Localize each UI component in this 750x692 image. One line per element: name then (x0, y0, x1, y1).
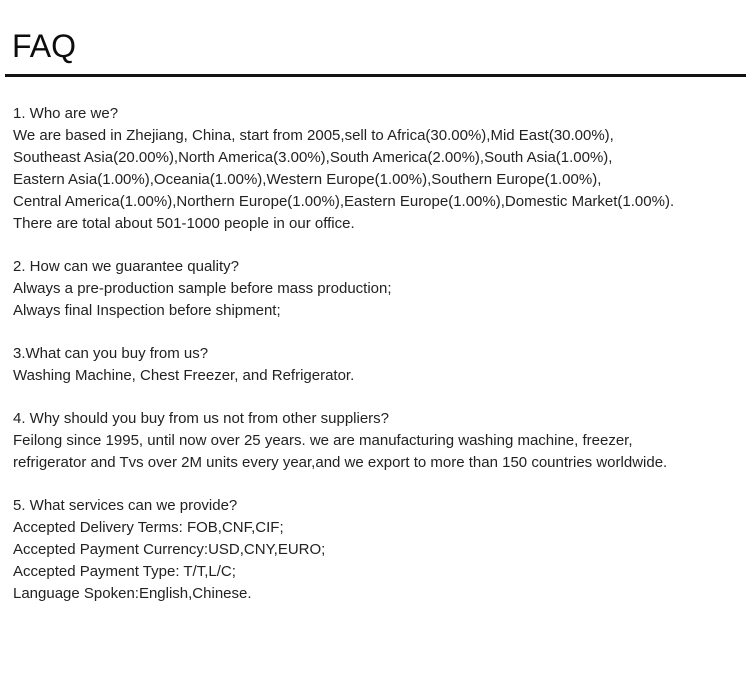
faq-answer-line: Accepted Payment Type: T/T,L/C; (13, 563, 236, 580)
faq-answer-line: Always final Inspection before shipment; (13, 302, 281, 319)
faq-answer-line: Always a pre-production sample before mass production; (13, 280, 392, 297)
page-header (5, 0, 746, 77)
faq-answer-line: Feilong since 1995, until now over 25 years. we are manufacturing washing machine, freezer, (13, 432, 633, 449)
faq-answer-line: Central America(1.00%),Northern Europe(1.00%),Eastern Europe(1.00%),Domestic Market(1.00%). (13, 193, 675, 210)
faq-item (13, 103, 730, 235)
faq-answer-line: Accepted Payment Currency:USD,CNY,EURO; (13, 541, 326, 558)
faq-answer-line: Washing Machine, Chest Freezer, and Refrigerator. (13, 367, 355, 384)
faq-item (13, 408, 730, 474)
faq-item (13, 495, 730, 605)
faq-answer-line: Southeast Asia(20.00%),North America(3.00%),South America(2.00%),South Asia(1.00%), (13, 149, 613, 166)
faq-answer-line: Eastern Asia(1.00%),Oceania(1.00%),Western Europe(1.00%),Southern Europe(1.00%), (13, 171, 602, 188)
faq-question: 5. What services can we provide? (13, 497, 238, 514)
faq-answer-line: There are total about 501-1000 people in our office. (13, 215, 355, 232)
faq-question: 4. Why should you buy from us not from other suppliers? (13, 410, 390, 427)
page-title: FAQ (12, 28, 77, 64)
faq-question: 1. Who are we? (13, 105, 119, 122)
faq-question: 3.What can you buy from us? (13, 345, 209, 362)
faq-item (13, 256, 730, 322)
faq-question: 2. How can we guarantee quality? (13, 258, 239, 275)
faq-item (13, 343, 730, 387)
faq-list (0, 77, 750, 666)
faq-answer-line: refrigerator and Tvs over 2M units every year,and we export to more than 150 countries worldwide. (13, 454, 668, 471)
faq-answer-line: Language Spoken:English,Chinese. (13, 585, 252, 602)
faq-answer-line: We are based in Zhejiang, China, start from 2005,sell to Africa(30.00%),Mid East(30.00%), (13, 127, 614, 144)
faq-answer-line: Accepted Delivery Terms: FOB,CNF,CIF; (13, 519, 284, 536)
